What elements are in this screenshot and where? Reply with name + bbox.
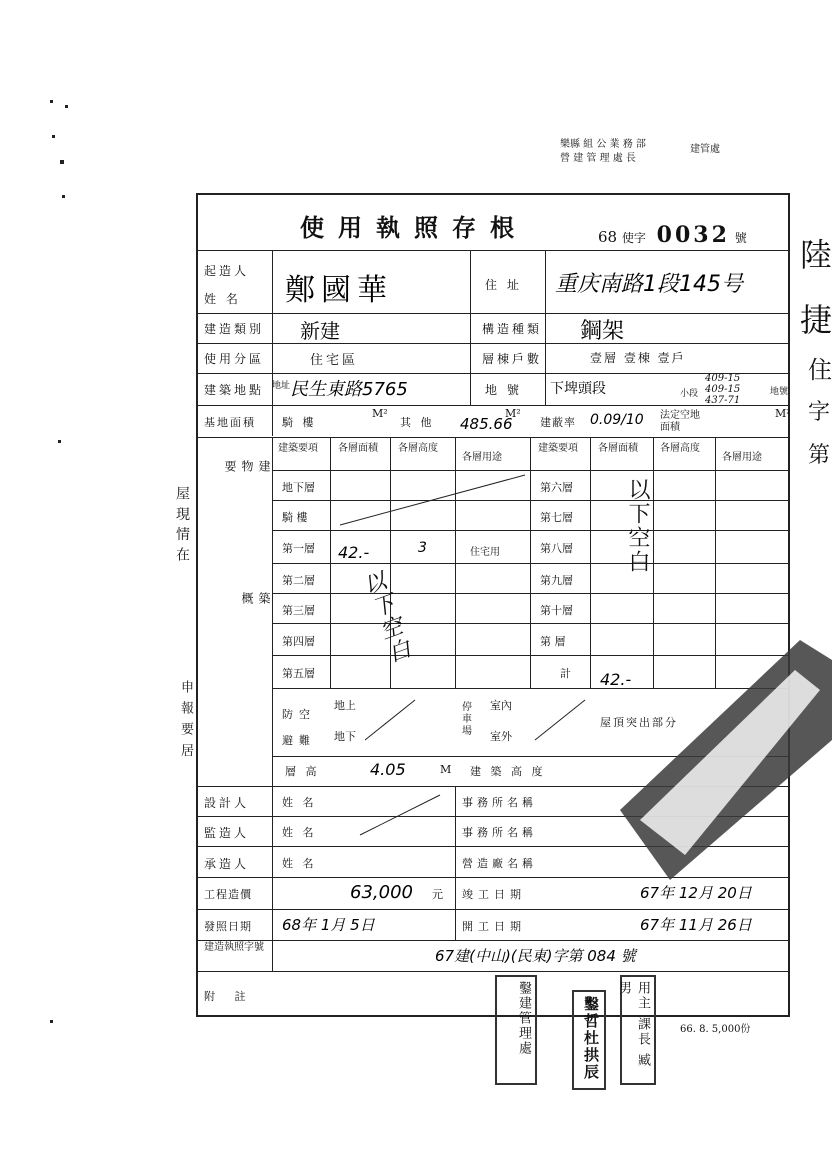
col-header: 建築要項 (278, 443, 318, 454)
parking-indoor: 室內 (490, 699, 512, 712)
header-stamp (560, 138, 646, 166)
supervisor-name-label: 姓 名 (282, 826, 317, 839)
lot-section: 下埤頭段 (550, 381, 606, 397)
row-divider (196, 373, 790, 374)
col-header: 各層高度 (660, 443, 700, 454)
supervisor-office-label: 事務所名稱 (462, 826, 537, 839)
use-zone-value: 住宅區 (310, 353, 359, 368)
doc-suffix: 號 (734, 231, 747, 245)
margin-mark (50, 1020, 53, 1023)
first-floor-height: 3 (418, 540, 427, 556)
floor-row-label: 計 (560, 667, 571, 680)
row-divider (196, 343, 790, 344)
floor-height-value: 4.05 (370, 760, 406, 779)
margin-mark (62, 195, 65, 198)
col-header: 各層用途 (462, 452, 502, 463)
slash-line (530, 690, 590, 750)
contractor-name-label: 姓 名 (282, 857, 317, 870)
other-value: 485.66 (460, 415, 513, 433)
structure-value: 鋼架 (580, 319, 625, 344)
builder-name: 鄭國華 (285, 273, 393, 308)
col-divider (272, 786, 273, 971)
slash-line (355, 790, 445, 840)
area-unit: M² (505, 407, 521, 420)
col-header: 各層面積 (598, 443, 638, 454)
use-zone-label: 使用分區 (204, 352, 265, 366)
supervisor-label: 監造人 (204, 826, 250, 840)
floor-row-label: 第七層 (540, 511, 573, 524)
row-divider (196, 405, 790, 406)
issue-label: 發照日期 (204, 920, 252, 933)
lot-value: 409-15 (705, 384, 741, 395)
floor-row-label: 騎 樓 (282, 511, 308, 524)
builder-name-label: 姓 名 (204, 292, 241, 306)
floor-row-label: 第六層 (540, 481, 573, 494)
floor-row-label: 第三層 (282, 604, 315, 617)
col-header: 各層高度 (398, 443, 438, 454)
row-divider (196, 313, 790, 314)
completion-label: 竣工日期 (462, 888, 526, 901)
row-divider (196, 437, 790, 438)
slash-line (360, 690, 420, 750)
area-unit: M² (775, 407, 791, 420)
build-type-value: 新建 (300, 319, 340, 343)
build-type-label: 建造類別 (204, 322, 265, 336)
left-margin-side: 申 報 要 居 (178, 680, 193, 759)
blank-note: 以下空白 (625, 478, 650, 574)
shelter-label: 防空避難 (282, 708, 316, 747)
floor-row-label: 第 層 (540, 635, 566, 648)
start-value: 67年 11月 26日 (640, 916, 752, 934)
floor-row-label: 第四層 (282, 635, 315, 648)
col-divider (590, 437, 591, 688)
slash-line (330, 470, 530, 530)
building-summary-label: 建 築 物 概 要 (223, 460, 271, 662)
notes-label: 附 註 (204, 990, 254, 1003)
footer-print: 66. 8. 5,000份 (680, 1024, 751, 1035)
parking-label: 停車場 (462, 702, 472, 737)
floor-height-label: 層 高 (285, 765, 320, 778)
header-stamp-line: 營 建 管 理 處 長 (560, 153, 636, 164)
right-margin-char: 第 (808, 443, 831, 468)
start-label: 開工日期 (462, 920, 526, 933)
arcade-label: 騎 樓 (282, 416, 317, 429)
col-divider (530, 437, 531, 688)
col-divider (470, 250, 471, 405)
shelter-below: 地下 (334, 730, 356, 743)
contractor-label: 承造人 (204, 857, 250, 871)
permit-label: 建造執照字號 (204, 942, 264, 953)
floor-row-label: 第九層 (540, 574, 573, 587)
col-header: 各層用途 (722, 452, 762, 463)
contractor-office-label: 營造廠名稱 (462, 857, 537, 870)
seal-stamp (610, 620, 832, 880)
header-stamp-right: 建管處 (690, 144, 720, 155)
margin-mark (52, 135, 55, 138)
margin-mark (65, 105, 68, 108)
header-stamp-line: 樂縣 組 公 業 務 部 (560, 139, 646, 150)
cost-label: 工程造價 (204, 888, 252, 901)
lot-value: 409-15 (705, 373, 741, 384)
site-small: 地址 (272, 381, 291, 391)
row-divider (196, 940, 790, 941)
cost-unit: 元 (432, 888, 443, 901)
margin-mark (60, 160, 64, 164)
right-margin-char: 字 (808, 400, 831, 425)
site-label: 建築地點 (204, 383, 265, 397)
structure-label: 構造種類 (482, 322, 543, 336)
address-value: 重庆南路1段145号 (555, 272, 743, 297)
row-divider (196, 909, 790, 910)
page-title: 使用執照存根 (300, 213, 528, 242)
shelter-above: 地上 (334, 699, 356, 712)
lot-small: 小段 (680, 389, 699, 399)
area-unit: M² (372, 407, 388, 420)
blank-note: 以下空白 (357, 568, 414, 668)
floors-value: 壹層 壹棟 壹戶 (590, 351, 686, 365)
lot-suffix: 地號 (770, 387, 789, 397)
completion-value: 67年 12月 20日 (640, 884, 752, 902)
col-header: 建築要項 (538, 443, 578, 454)
coverage-value: 0.09/10 (590, 412, 644, 428)
margin-mark (58, 440, 61, 443)
floor-row-label: 第十層 (540, 604, 573, 617)
row-divider (272, 530, 790, 531)
official-stamp: 鑿哲杜拱辰 (572, 990, 606, 1090)
building-height-label: 建 築 高 度 (470, 765, 546, 778)
legal-space-label: 法定空地面積 (660, 410, 700, 433)
other-label: 其 他 (400, 416, 435, 429)
right-margin-char: 住 (808, 356, 832, 384)
floor-row-label: 第一層 (282, 542, 315, 555)
row-divider (272, 563, 790, 564)
row-divider (272, 593, 790, 594)
floor-row-label: 第八層 (540, 542, 573, 555)
coverage-label: 建蔽率 (540, 416, 576, 429)
row-divider (196, 250, 790, 251)
left-margin-heading: 屋 現 情 在 (174, 486, 190, 563)
designer-office-label: 事務所名稱 (462, 796, 537, 809)
permit-value: 67建(中山)(民東)字第 084 號 (435, 947, 636, 965)
floor-row-label: 第五層 (282, 667, 315, 680)
right-margin-char: 捷 (800, 301, 832, 339)
roof-label: 屋頂突出部分 (600, 716, 678, 729)
col-header: 各層面積 (338, 443, 378, 454)
section-chief-stamp: 用主 課長 臧男 (620, 975, 656, 1085)
floors-label: 層棟戶數 (482, 352, 543, 366)
margin-mark (50, 100, 53, 103)
doc-label: 使字 (621, 231, 646, 245)
site-area-label: 基地面積 (204, 416, 256, 429)
col-divider (455, 786, 456, 940)
floor-row-label: 第二層 (282, 574, 315, 587)
issue-value: 68年 1月 5日 (282, 916, 375, 934)
address-label: 住 址 (485, 278, 522, 292)
row-divider (196, 971, 790, 972)
parking-outdoor: 室外 (490, 730, 512, 743)
floor-row-label: 地下層 (282, 481, 315, 494)
designer-label: 設計人 (204, 796, 250, 810)
designer-name-label: 姓 名 (282, 796, 317, 809)
lot-label: 地 號 (485, 383, 522, 397)
doc-number-value: 0032 (656, 222, 730, 248)
first-floor-area: 42.- (338, 543, 370, 562)
approval-stamp: 鑿建管理處 (495, 975, 537, 1085)
site-value: 民生東路5765 (290, 379, 408, 400)
lot-value: 437-71 (705, 395, 741, 406)
builder-label: 起造人 (204, 264, 250, 278)
doc-prefix: 68 (598, 228, 618, 246)
floor-height-unit: M (440, 763, 452, 776)
first-floor-use: 住宅用 (470, 547, 500, 558)
col-divider (545, 250, 546, 405)
cost-value: 63,000 (350, 882, 413, 903)
total-area: 42.- (600, 670, 632, 689)
col-divider (272, 250, 273, 436)
right-margin-char: 陸 (800, 236, 832, 274)
